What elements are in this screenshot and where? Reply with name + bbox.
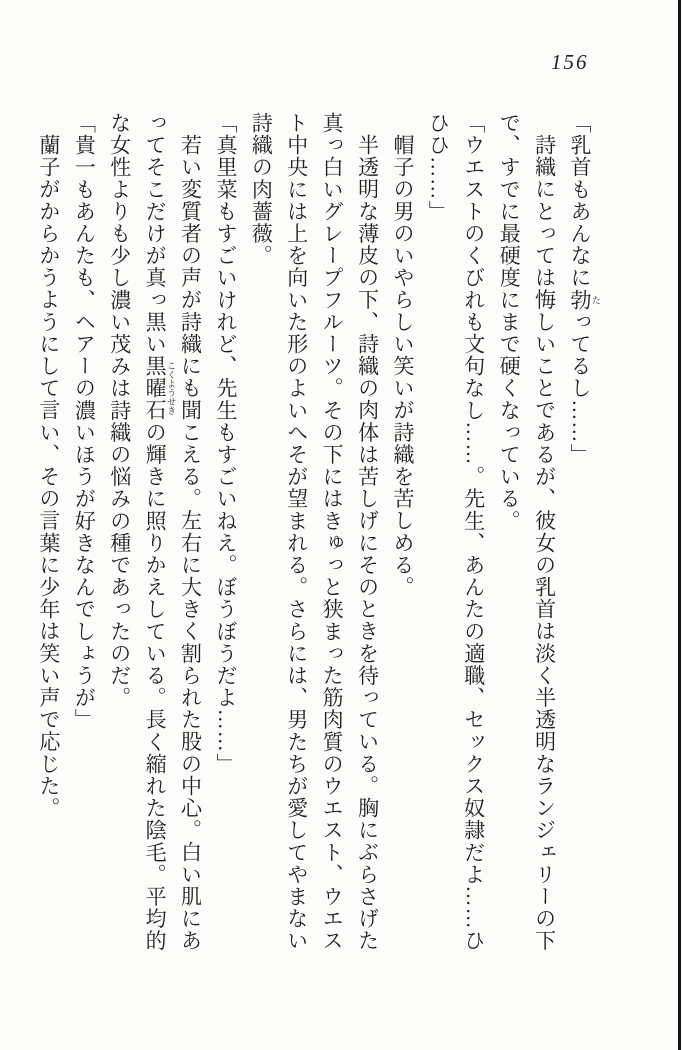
page-number: 156 (551, 50, 589, 74)
ruby-annotated-word: 黒曜石 こくようせき (143, 355, 177, 422)
vertical-text-block (31, 112, 602, 954)
paragraph: 「乳首もあんなに勃 たってるし……」 (568, 112, 601, 466)
paragraph: 帽子の男のいやらしい笑いが詩織を苦しめる。 (390, 134, 415, 599)
paragraph: 「貴一もあんたも、ヘアーの濃いほうが好きなんでしょうが」 (72, 112, 97, 731)
paragraph: 蘭子がからかうようにして言い、その言葉に少年は笑い声で応じた。 (36, 134, 61, 820)
paragraph: 「真里菜もすごいけれど、先生もすごいねえ。ぼうぼうだよ……」 (213, 112, 238, 775)
page-gutter-line (678, 0, 681, 1050)
paragraph: 「ウエストのくびれも文句なし……。先生、あんたの適職、セックス奴隷だよ……ひひひ……」 (426, 112, 486, 952)
paragraph: 詩織にとっては悔しいことであるが、彼女の乳首は淡く半透明なランジェリーの下で、すでに最硬度にまで硬くなっている。 (497, 112, 557, 952)
ruby-annotated-word: 勃 た (568, 288, 601, 311)
paragraph: 半透明な薄皮の下、詩織の肉体は苦しげにそのときを待っている。胸にぶらさげた真っ白いグレープフルーツ。その下にはきゅっと狭まった筋肉質のウエスト、ウエスト中央には上を向いた形のよいへそが望まれる。さらには、男たちが愛してやまない詩織の肉薔薇。 (249, 112, 380, 952)
paragraph: 若い変質者の声が詩織にも聞こえる。左右に大きく割られた股の中心。白い肌にあってそこだけが真っ黒い黒曜石 こくようせきの輝きに照りかえしている。長く縮れた陰毛。平均的な女性よりも少し濃い茂みは詩織の悩みの種であったのだ。 (107, 112, 203, 952)
